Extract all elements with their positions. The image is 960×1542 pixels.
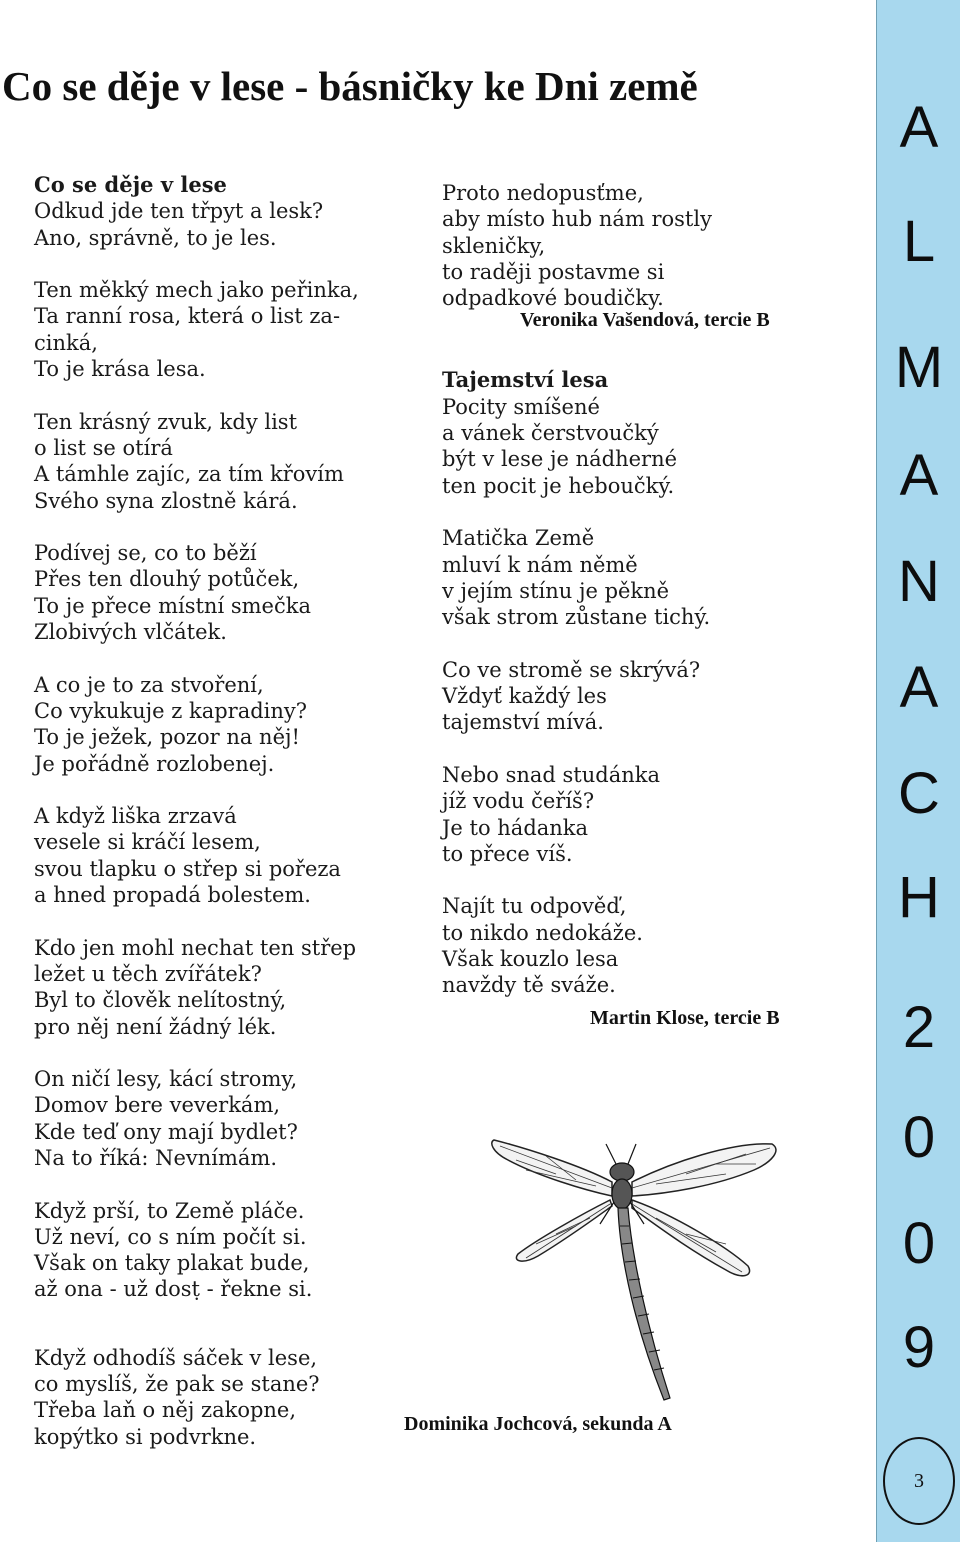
poem-line: Pocity smíšené — [442, 394, 600, 419]
poem-line: Ten měkký mech jako peřinka, — [34, 278, 359, 303]
poem-line: aby místo hub nám rostly — [442, 207, 712, 232]
poem-line: Ten krásný zvuk, kdy list — [34, 409, 298, 434]
stanza — [442, 893, 842, 998]
poem-line: Zlobivých vlčátek. — [34, 620, 227, 645]
poem-line: Kde teď ony mají bydlet? — [34, 1119, 298, 1144]
poem-line: Však kouzlo lesa — [442, 947, 619, 972]
poem-line: To je přece místní smečka — [34, 593, 311, 618]
poem-line: Je pořádně rozlobenej. — [34, 751, 275, 776]
sidebar-letter: 0 — [902, 1211, 936, 1276]
stanza — [34, 409, 434, 514]
poem-line: a hned propadá bolestem. — [34, 883, 311, 908]
poem-line: Je to hádanka — [442, 815, 589, 840]
stanza — [442, 657, 842, 736]
illustration-author: Dominika Jochcová, sekunda A — [404, 1413, 672, 1435]
dragonfly-icon — [486, 1130, 792, 1410]
poem-line: jíž vodu čeříš? — [442, 789, 595, 814]
poem-line: navždy tě sváže. — [442, 973, 616, 998]
poem-line: skleničky, — [442, 233, 546, 258]
left-column — [34, 172, 434, 1476]
poem-line: A co je to za stvoření, — [34, 672, 264, 697]
poem-line: Co vykukuje z kapradiny? — [34, 698, 308, 723]
poem-author: Veronika Vašendová, tercie B — [520, 309, 770, 332]
poem-line: Matička Země — [442, 526, 595, 551]
poem-line: Ta ranní rosa, která o list za- — [34, 304, 341, 329]
sidebar-letter: 0 — [902, 1105, 936, 1170]
poem-line: On ničí lesy, kácí stromy, — [34, 1067, 298, 1092]
almanach-sidebar — [876, 0, 960, 1542]
sidebar-letter: A — [899, 655, 939, 720]
poem-title: Tajemství lesa — [442, 367, 609, 393]
stanza — [442, 525, 842, 630]
poem-line: ležet u těch zvířátek? — [34, 961, 262, 986]
poem-line: ten pocit je heboučký. — [442, 473, 675, 498]
poem-line: to přece víš. — [442, 841, 573, 866]
poem-line: Však on taky plakat bude, — [34, 1251, 310, 1276]
sidebar-letter: H — [898, 865, 940, 930]
poem-line: Byl to člověk nelítostný, — [34, 988, 287, 1013]
page-number — [883, 1437, 955, 1525]
sidebar-letter: N — [898, 549, 940, 614]
poem-line: cinká, — [34, 330, 98, 355]
sidebar-letter: M — [894, 335, 944, 400]
stanza — [34, 672, 434, 777]
sidebar-letter: 9 — [902, 1315, 936, 1380]
poem-line: v jejím stínu je pěkně — [442, 578, 670, 603]
poem-line: Třeba laň o něj zakopne, — [34, 1398, 297, 1423]
sidebar-letter: 2 — [902, 995, 936, 1060]
poem-line: pro něj není žádný lék. — [34, 1014, 277, 1039]
right-column — [442, 180, 842, 1031]
poem-line: Odkud jde ten třpyt a lesk? — [34, 199, 324, 224]
sidebar-letter: L — [902, 209, 936, 274]
poem-line: a vánek čerstvoučký — [442, 421, 659, 446]
poem-line: Nebo snad studánka — [442, 762, 660, 787]
poem-line: tajemství mívá. — [442, 710, 604, 735]
sidebar-letter: C — [898, 761, 940, 826]
stanza — [34, 1066, 434, 1171]
stanza — [34, 803, 434, 908]
poem-title: Co se děje v lese — [34, 172, 227, 197]
poem-line: Kdo jen mohl nechat ten střep — [34, 935, 357, 960]
sidebar-letter: A — [899, 95, 939, 160]
poem-line: Už neví, co s ním počít si. — [34, 1224, 307, 1249]
poem-line: Najít tu odpověď, — [442, 894, 627, 919]
poem-line: vesele si kráčí lesem, — [34, 830, 261, 855]
poem-line: Domov bere veverkám, — [34, 1093, 281, 1118]
poem-line: to nikdo nedokáže. — [442, 920, 643, 945]
poem-line: Když prší, to Země pláče. — [34, 1198, 305, 1223]
poem-line: Na to říká: Nevnímám. — [34, 1145, 278, 1170]
stanza — [34, 1345, 434, 1450]
stanza — [442, 180, 842, 311]
poem-line: svou tlapku o střep si pořeza — [34, 856, 341, 881]
poem-line: Ano, správně, to je les. — [34, 225, 277, 250]
sidebar-letter: A — [899, 443, 939, 508]
page-number-text: 3 — [914, 1469, 924, 1492]
page-title: Co se děje v lese - básničky ke Dni země — [2, 63, 698, 109]
stanza — [34, 935, 434, 1040]
poem-line: A támhle zajíc, za tím křovím — [34, 462, 344, 487]
poem-line: A když liška zrzavá — [34, 804, 237, 829]
poem-line: co myslíš, že pak se stane? — [34, 1372, 320, 1397]
poem-line: Svého syna zlostně kárá. — [34, 488, 298, 513]
poem-line: Vždyť každý les — [442, 684, 607, 709]
poem-line: Proto nedopusťme, — [442, 181, 644, 205]
dragonfly-illustration — [486, 1130, 792, 1410]
stanza — [34, 540, 434, 645]
poem-line: kopýtko si podvrkne. — [34, 1424, 257, 1449]
poem-line: mluví k nám němě — [442, 552, 638, 577]
poem-line: odpadkové boudičky. — [442, 286, 664, 311]
stanza — [34, 172, 434, 251]
poem-line: To je ježek, pozor na něj! — [34, 725, 300, 750]
stanza — [442, 367, 842, 498]
poem-line: být v lese je nádherné — [442, 447, 678, 472]
poem-line: to raději postavme si — [442, 259, 665, 284]
poem-line: To je krása lesa. — [34, 357, 206, 382]
poem-line: Když odhodíš sáček v lese, — [34, 1345, 318, 1370]
stanza — [34, 1198, 434, 1303]
poem-line: Podívej se, co to běží — [34, 541, 257, 566]
poem-line: o list se otírá — [34, 435, 173, 460]
stanza — [34, 277, 434, 382]
poem-line: Přes ten dlouhý potůček, — [34, 567, 300, 592]
poem-line: až ona - už dosṭ - řekne si. — [34, 1277, 313, 1302]
stanza — [442, 762, 842, 867]
poem-author: Martin Klose, tercie B — [590, 1006, 780, 1029]
poem-line: Co ve stromě se skrývá? — [442, 657, 701, 682]
poem-line: však strom zůstane tichý. — [442, 605, 711, 630]
